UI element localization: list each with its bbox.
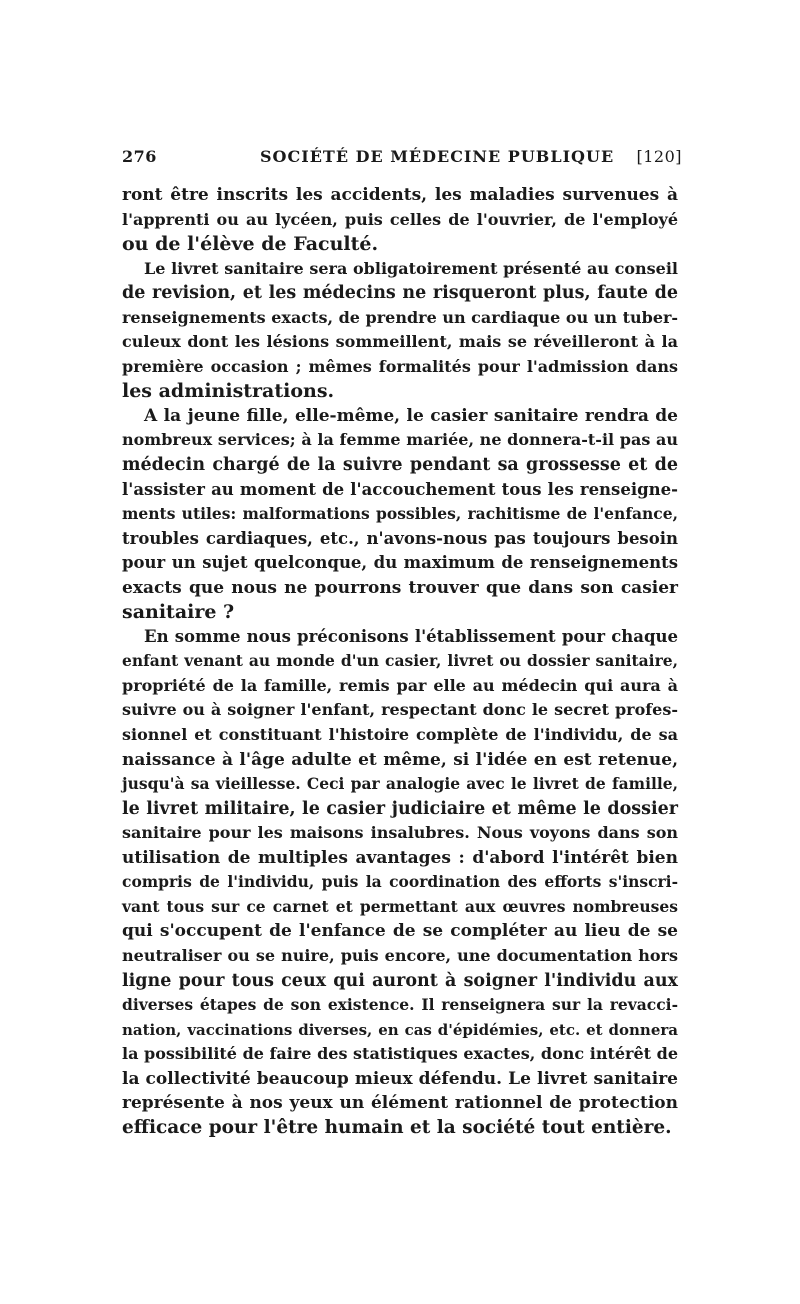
text-line: sionnel et constituant l'histoire complète de l'individu, de sa <box>122 725 678 745</box>
text-line: nation, vaccinations diverses, en cas d'épidémies, etc. et donnera <box>122 1020 678 1039</box>
text-line: l'assister au moment de l'accouchement tous les renseigne- <box>122 479 678 499</box>
text-line: sanitaire ? <box>122 601 235 624</box>
text-line: la possibilité de faire des statistiques exactes, donc intérêt de <box>122 1044 678 1064</box>
text-line: compris de l'individu, puis la coordination des efforts s'inscri- <box>122 872 678 892</box>
text-line: la collectivité beaucoup mieux défendu. Le livret sanitaire <box>122 1068 678 1089</box>
text-line: utilisation de multiples avantages : d'abord l'intérêt bien <box>122 847 678 868</box>
text-line: vant tous sur ce carnet et permettant aux œuvres nombreuses <box>122 896 678 916</box>
text-line: médecin chargé de la suivre pendant sa grossesse et de <box>122 455 678 476</box>
text-line: En somme nous préconisons l'établissement pour chaque <box>144 626 678 646</box>
text-line: propriété de la famille, remis par elle au médecin qui aura à <box>122 675 678 695</box>
text-line: de revision, et les médecins ne risqueront plus, faute de <box>122 283 678 304</box>
text-line: pour un sujet quelconque, du maximum de renseignements <box>122 553 678 573</box>
text-line: nombreux services; à la femme mariée, ne donnera-t-il pas au <box>122 430 678 450</box>
text-line: exacts que nous ne pourrons trouver que dans son casier <box>122 577 678 598</box>
text-line: qui s'occupent de l'enfance de se compléter au lieu de se <box>122 921 678 942</box>
text-line: sanitaire pour les maisons insalubres. Nous voyons dans son <box>122 823 678 843</box>
page-header <box>122 147 682 171</box>
text-line: jusqu'à sa vieillesse. Ceci par analogie avec le livret de famille, <box>122 774 678 794</box>
text-line: troubles cardiaques, etc., n'avons-nous pas toujours besoin <box>122 528 678 548</box>
folio-number: [120] <box>636 147 682 166</box>
text-line: ments utiles: malformations possibles, rachitisme de l'enfance, <box>122 504 678 524</box>
running-title: SOCIÉTÉ DE MÉDECINE PUBLIQUE <box>260 147 615 166</box>
text-line: neutraliser ou se nuire, puis encore, une documentation hors <box>122 945 678 965</box>
text-line: l'apprenti ou au lycéen, puis celles de l'ouvrier, de l'employé <box>122 209 678 229</box>
text-line: Le livret sanitaire sera obligatoirement présenté au conseil <box>144 258 678 278</box>
text-line: ligne pour tous ceux qui auront à soigner l'individu aux <box>122 970 678 991</box>
text-line: naissance à l'âge adulte et même, si l'idée en est retenue, <box>122 749 678 770</box>
text-line: diverses étapes de son existence. Il renseignera sur la revacci- <box>122 995 678 1015</box>
text-line: les administrations. <box>122 380 335 403</box>
text-line: A la jeune fille, elle-même, le casier sanitaire rendra de <box>144 405 678 426</box>
text-line: renseignements exacts, de prendre un cardiaque ou un tuber- <box>122 307 679 327</box>
page-number: 276 <box>122 147 157 166</box>
text-line: ront être inscrits les accidents, les maladies survenues à <box>122 185 678 205</box>
text-line: ou de l'élève de Faculté. <box>122 233 379 256</box>
text-line: représente à nos yeux un élément rationnel de protection <box>122 1093 678 1114</box>
text-line: culeux dont les lésions sommeillent, mais se réveilleront à la <box>122 332 678 352</box>
text-line: le livret militaire, le casier judiciaire et même le dossier <box>122 798 678 819</box>
text-line: efficace pour l'être humain et la société tout entière. <box>122 1116 672 1138</box>
body-text <box>122 183 678 1140</box>
text-line: enfant venant au monde d'un casier, livret ou dossier sanitaire, <box>122 651 678 671</box>
text-line: suivre ou à soigner l'enfant, respectant donc le secret profes- <box>122 700 678 720</box>
text-line: première occasion ; mêmes formalités pour l'admission dans <box>122 356 678 376</box>
